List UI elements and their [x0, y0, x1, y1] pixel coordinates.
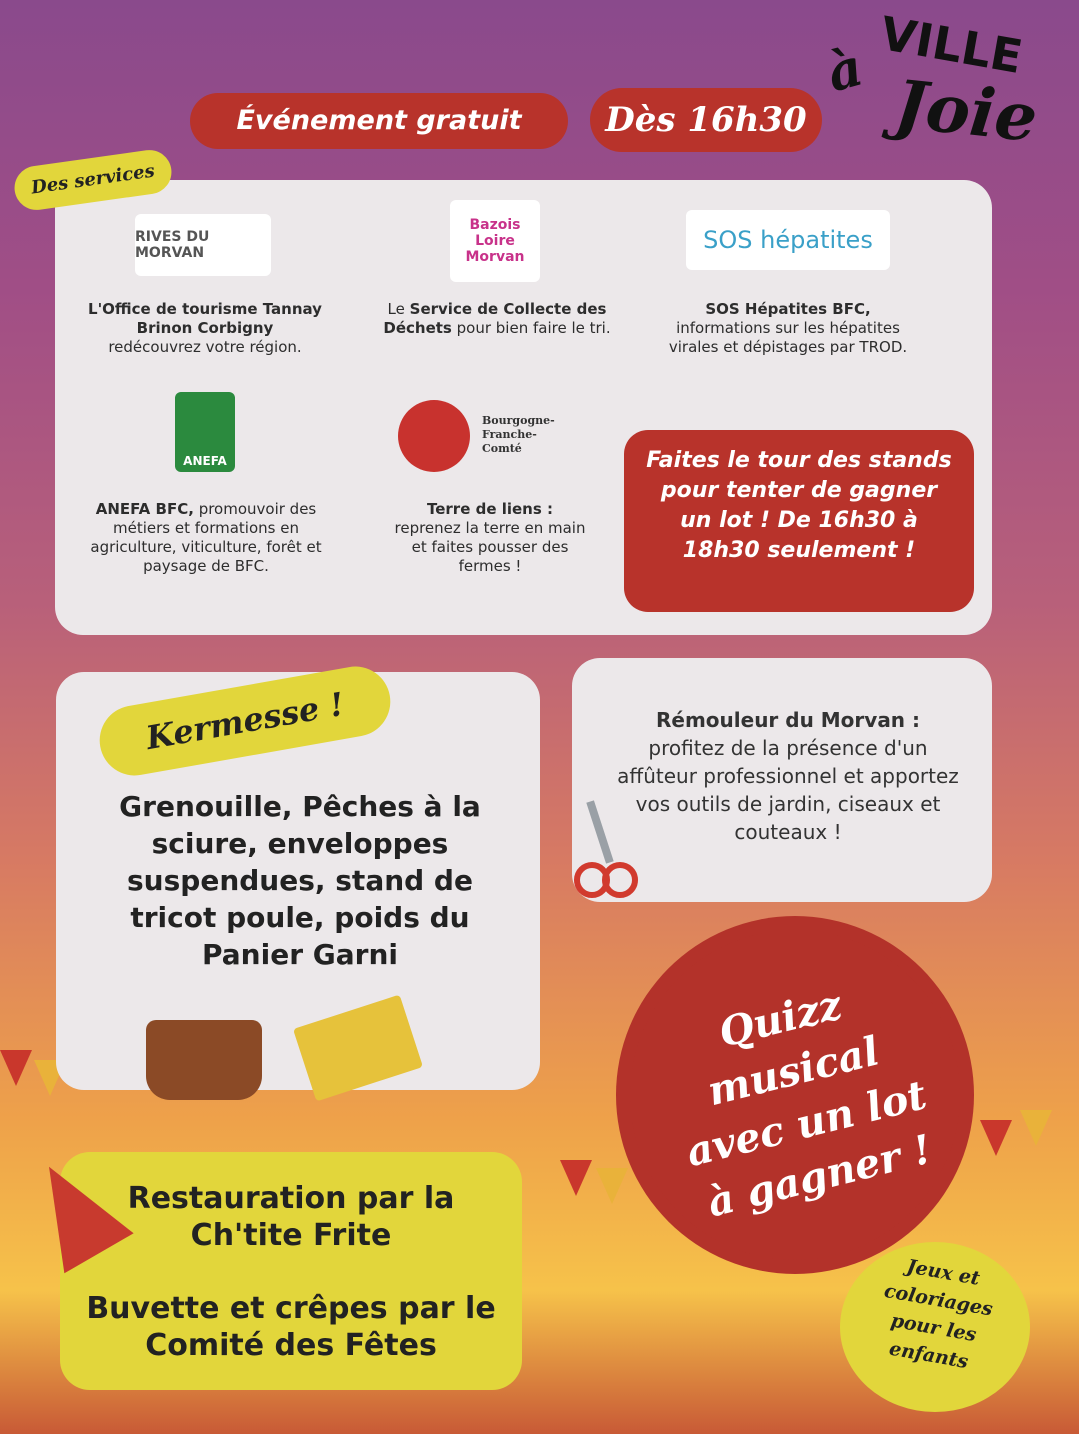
services-tag: Des services: [12, 147, 175, 213]
kermesse-tag: Kermesse !: [94, 661, 396, 781]
start-time-pill: Dès 16h30: [590, 88, 822, 152]
rives-du-morvan-logo: RIVES DU MORVAN: [135, 214, 271, 276]
free-event-pill: Événement gratuit: [190, 93, 568, 149]
quiz-text: Quizz musical avec un lot à gagner !: [681, 981, 937, 1227]
kermesse-activities: Grenouille, Pêches à la sciure, enveloppes suspendues, stand de tricot poule, poids du Panier Garni: [119, 790, 481, 971]
scissors-icon: [570, 800, 634, 900]
service-sos-hepatites: SOS Hépatites BFC, informations sur les hépatites virales et dépistages par TROD.: [668, 300, 908, 356]
terre-de-liens-region: Bourgogne-Franche-Comté: [482, 414, 555, 455]
remouleur-text: Rémouleur du Morvan : profitez de la présence d'un affûteur professionnel et apportez vos outils de jardin, ciseaux et couteaux !: [617, 708, 959, 844]
service-anefa: ANEFA BFC, promouvoir des métiers et formations en agriculture, viticulture, forêt et paysage de BFC.: [90, 500, 322, 575]
service-office-tourisme: L'Office de tourisme Tannay Brinon Corbigny redécouvrez votre région.: [88, 300, 322, 356]
food-restauration: Restauration par la Ch'tite Frite: [127, 1181, 455, 1253]
kids-text: Jeux et coloriages pour les enfants: [882, 1255, 995, 1374]
contest-box: Faites le tour des stands pour tenter de gagner un lot ! De 16h30 à 18h30 seulement !: [624, 430, 974, 612]
bazois-loire-morvan-logo: Bazois Loire Morvan: [450, 200, 540, 282]
service-terre-de-liens: Terre de liens : reprenez la terre en main et faites pousser des fermes !: [394, 500, 586, 575]
sos-hepatites-logo: SOS hépatites: [686, 210, 890, 270]
logo-joie: Joie: [891, 64, 1041, 158]
basket-icon: [146, 1020, 262, 1100]
logo-ville: VILLE: [876, 6, 1027, 84]
service-collecte-dechets: Le Service de Collecte des Déchets pour bien faire le tri.: [383, 300, 611, 337]
ville-joie-logo: [820, 6, 1070, 160]
terre-de-liens-logo: [398, 400, 470, 472]
food-buvette: Buvette et crêpes par le Comité des Fêtes: [86, 1291, 496, 1363]
anefa-logo: ANEFA: [175, 392, 235, 472]
logo-prefix: à: [820, 36, 870, 105]
